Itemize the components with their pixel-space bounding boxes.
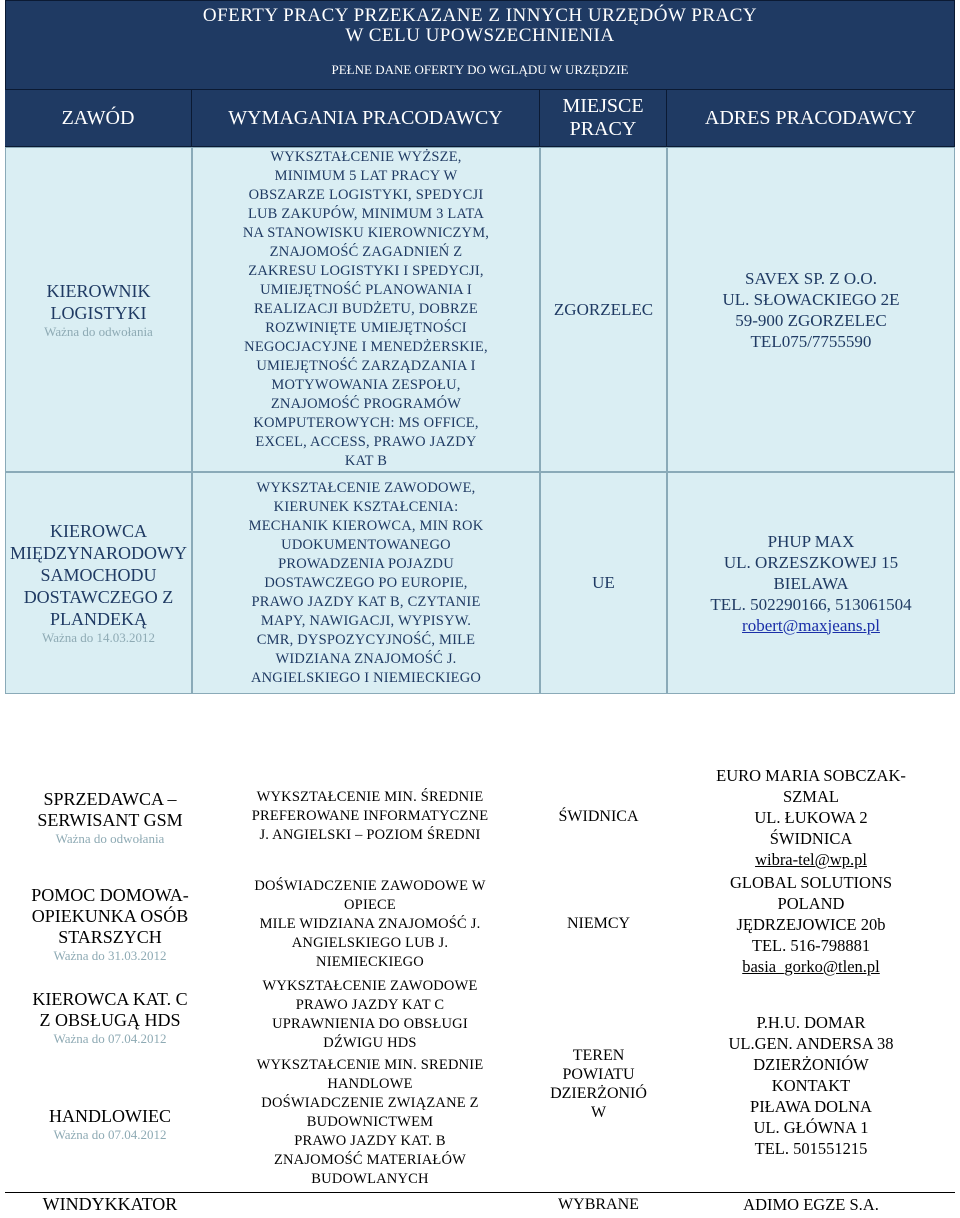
validity-label: Ważna do 14.03.2012 [41,630,156,645]
email-link[interactable]: basia_gorko@tlen.pl [742,957,880,976]
requirement-line: PROWADZENIA POJAZDU [278,555,454,572]
requirement-line: MOTYWOWANIA ZESPOŁU, [271,377,461,393]
requirement-line: PRAWO JAZDY KAT. B [294,1133,446,1149]
address-line: TEL. 502290166, 513061504 [710,594,912,614]
workplace-cell [540,147,667,472]
occupation-line: MIĘDZYNARODOWY [10,543,187,563]
occupation-line: HANDLOWIEC [49,1106,171,1126]
requirement-line: NEGOCJACYJNE I MENEDŻERSKIE, [244,339,488,355]
requirement-line: CMR, DYSPOZYCYJNOŚĆ, MILE [256,631,476,648]
workplace-text: WYBRANE [558,1196,639,1213]
header-title-line2: W CELU UPOWSZECHNIENIA [345,25,615,46]
workplace-text: ŚWIDNICA [558,808,639,825]
address-line: BIELAWA [773,573,849,593]
requirement-line: KAT B [344,453,388,469]
requirement-line: REALIZACJI BUDŻETU, DOBRZE [254,301,478,317]
requirements-cell [192,147,540,472]
address-line: POLAND [777,894,845,913]
validity-label: Ważna do odwołania [55,831,165,846]
requirement-line: DŹWIGU HDS [323,1035,417,1051]
requirement-line: WYKSZTAŁCENIE MIN. ŚREDNIE [256,789,484,805]
requirement-line: ZNAJOMOŚĆ MATERIAŁÓW [273,1152,467,1168]
employer-address-cell [667,472,955,694]
workplace-text: UE [592,573,615,592]
requirement-line: MILE WIDZIANA ZNAJOMOŚĆ J. [259,916,481,932]
requirement-line: J. ANGIELSKI – POZIOM ŚREDNI [259,827,481,843]
requirements-cell [192,472,540,694]
employer-address-block [662,1012,960,1159]
validity-label: Ważna do 31.03.2012 [53,948,167,963]
requirement-line: ZAKRESU LOGISTYKI I SPEDYCJI, [248,263,484,279]
validity-label: Ważna do odwołania [44,323,153,339]
requirement-line: ZNAJOMOŚĆ PROGRAMÓW [270,396,462,412]
requirement-line: UMIEJĘTNOŚĆ ZARZĄDZANIA I [256,358,476,374]
address-line: UL.GEN. ANDERSA 38 [728,1034,894,1053]
requirement-line: DOŚWIADCZENIE ZWIĄZANE Z [261,1095,479,1111]
requirements-block [215,877,525,972]
requirements-block [215,1056,525,1189]
requirement-line: DOSTAWCZEGO PO EUROPIE, [264,574,468,591]
occupation-block [5,885,215,964]
contact-link[interactable]: KONTAKT [771,1076,851,1095]
address-line: EURO MARIA SOBCZAK- [716,766,906,785]
column-header-employer-address: ADRES PRACODAWCY [667,90,955,147]
occupation-line: OPIEKUNKA OSÓB [31,906,189,926]
requirements-block [215,977,525,1053]
occupation-line: SPRZEDAWCA – [43,789,177,809]
occupation-cell [5,147,192,472]
requirement-line: HANDLOWE [327,1076,413,1092]
requirements-block [215,788,525,845]
address-line: P.H.U. DOMAR [756,1013,866,1032]
address-line: SZMAL [783,787,839,806]
address-line: UL. ORZESZKOWEJ 15 [723,552,899,572]
email-link[interactable]: wibra-tel@wp.pl [755,850,867,869]
requirement-line: LUB ZAKUPÓW, MINIMUM 3 LATA [247,206,485,222]
address-line: UL. SŁOWACKIEGO 2E [722,289,900,309]
address-line: TEL. 516-798881 [751,936,871,955]
occupation-line: PLANDEKĄ [50,609,147,629]
occupation-cell [5,472,192,694]
employer-name: ADIMO EGZE S.A. [743,1195,879,1214]
requirement-line: ROZWINIĘTE UMIEJĘTNOŚCI [265,320,467,336]
requirement-line: UDOKUMENTOWANEGO [281,536,451,553]
address-line: GLOBAL SOLUTIONS [729,873,893,892]
address-line: UL. GŁÓWNA 1 [753,1118,869,1137]
employer-address-block [662,765,960,870]
workplace-line: POWIATU [562,1066,635,1083]
table-divider [5,1192,955,1193]
occupation-line: STARSZYCH [58,927,162,947]
workplace-line: TEREN [572,1047,625,1064]
occupation-line: KIEROWNIK [46,280,151,301]
workplace-line: DZIERŻONIÓ [550,1085,647,1102]
requirement-line: WYKSZTAŁCENIE ZAWODOWE [262,978,478,994]
header-subtitle: PEŁNE DANE OFERTY DO WGLĄDU W URZĘDZIE [331,62,629,77]
occupation-block [5,1106,215,1143]
employer-address-block [662,872,960,977]
workplace-cell [540,472,667,694]
page-header [5,0,955,90]
offers-table [5,90,955,694]
requirement-line: PRAWO JAZDY KAT B, CZYTANIE [251,593,481,610]
address-line: PHUP MAX [767,531,855,551]
employer-address-cell [667,147,955,472]
column-header-workplace: MIEJSCE PRACY [540,90,667,147]
occupation-line: DOSTAWCZEGO Z [23,587,174,607]
occupation-line: SERWISANT GSM [37,810,183,830]
occupation-line: KIEROWCA [50,521,147,541]
requirement-line: EXCEL, ACCESS, PRAWO JAZDY [255,434,477,450]
address-line: 59-900 ZGORZELEC [735,310,887,330]
requirement-line: MINIMUM 5 LAT PRACY W [274,168,458,184]
occupation-line: Z OBSŁUGĄ HDS [39,1010,181,1030]
address-line: JĘDRZEJOWICE 20b [736,915,886,934]
requirement-line: UPRAWNIENIA DO OBSŁUGI [272,1016,468,1032]
address-line: UL. ŁUKOWA 2 [754,808,868,827]
requirement-line: ANGIELSKIEGO LUB J. [291,935,449,951]
requirement-line: NIEMIECKIEGO [316,954,424,970]
header-title-line1: OFERTY PRACY PRZEKAZANE Z INNYCH URZĘDÓW PRACY [202,5,758,26]
occupation-block [5,789,215,847]
workplace-text: NIEMCY [566,915,631,932]
requirement-line: KIERUNEK KSZTAŁCENIA: [273,498,459,515]
occupation-line: LOGISTYKI [50,302,147,323]
occupation-line: SAMOCHODU [40,565,157,585]
requirement-line: WIDZIANA ZNAJOMOŚĆ J. [275,650,457,667]
requirement-line: BUDOWLANYCH [311,1171,429,1187]
requirement-line: ZNAJOMOŚĆ ZAGADNIEŃ Z [269,244,463,260]
requirement-line: MAPY, NAWIGACJI, WYPISYW. [260,612,472,629]
occupation-line: KIEROWCA KAT. C [32,989,188,1009]
occupation-block [5,989,215,1047]
column-header-occupation: ZAWÓD [5,90,192,147]
requirement-line: WYKSZTAŁCENIE ZAWODOWE, [256,479,476,496]
requirement-line: OPIECE [344,897,396,913]
requirement-line: OBSZARZE LOGISTYKI, SPEDYCJI [248,187,484,203]
address-line: DZIERŻONIÓW [753,1055,869,1074]
occupation-text: WINDYKKATOR [42,1194,178,1214]
address-line: ŚWIDNICA [769,829,853,848]
requirement-line: MECHANIK KIEROWCA, MIN ROK [248,517,484,534]
requirement-line: KOMPUTEROWYCH: MS OFFICE, [253,415,479,431]
requirement-line: WYKSZTAŁCENIE MIN. SREDNIE [256,1057,484,1073]
workplace-line: W [590,1104,607,1121]
address-line: TEL075/7755590 [750,331,872,351]
requirement-line: BUDOWNICTWEM [306,1114,434,1130]
validity-label: Ważna do 07.04.2012 [53,1127,167,1142]
requirement-line: DOŚWIADCZENIE ZAWODOWE W [254,878,486,894]
column-header-requirements: WYMAGANIA PRACODAWCY [192,90,540,147]
email-link[interactable]: robert@maxjeans.pl [742,615,880,635]
requirement-line: NA STANOWISKU KIEROWNICZYM, [242,225,490,241]
validity-label: Ważna do 07.04.2012 [53,1031,167,1046]
address-line: TEL. 501551215 [754,1139,868,1158]
workplace-block [535,1046,662,1122]
workplace-text: ZGORZELEC [553,299,654,319]
requirement-line: UMIEJĘTNOŚĆ PLANOWANIA I [260,282,472,298]
address-line: PIŁAWA DOLNA [750,1097,872,1116]
address-line: SAVEX SP. Z O.O. [745,268,877,288]
requirement-line: PREFEROWANE INFORMATYCZNE [251,808,489,824]
requirement-line: PRAWO JAZDY KAT C [295,997,445,1013]
requirement-line: ANGIELSKIEGO I NIEMIECKIEGO [250,669,482,686]
requirement-line: WYKSZTAŁCENIE WYŻSZE, [270,149,462,165]
occupation-line: POMOC DOMOWA- [31,885,189,905]
